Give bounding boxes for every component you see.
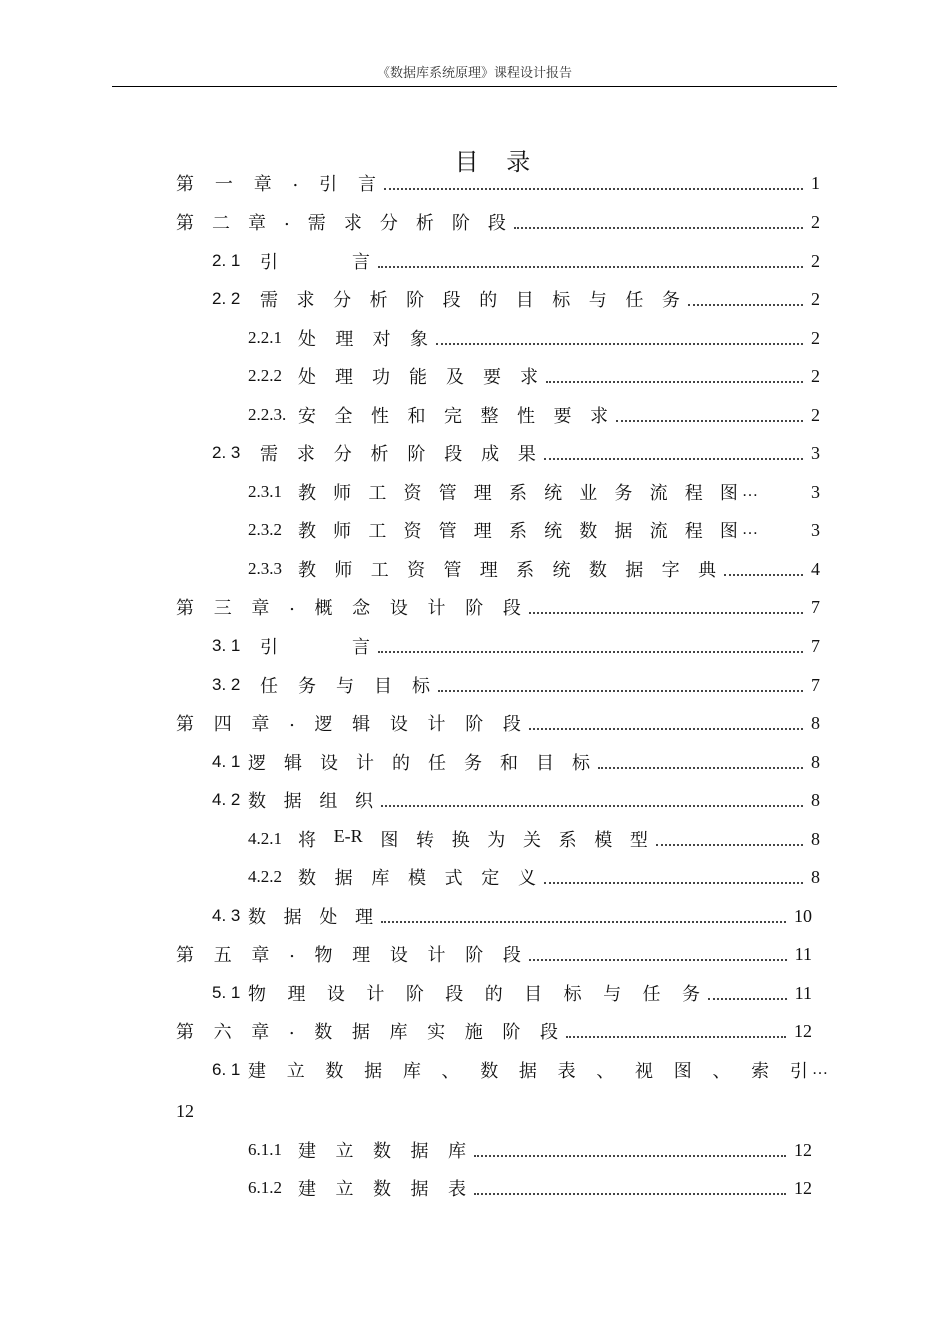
toc-page-number: 8 <box>811 828 820 849</box>
toc-leader-dots <box>544 458 803 460</box>
toc-leader-dots <box>708 998 787 1000</box>
toc-entry-title: 第 五 章 . 物 理 设 计 阶 段 <box>176 941 521 966</box>
toc-entry-title: 将 E-R 图 转 换 为 关 系 模 型 <box>298 826 648 851</box>
toc-entry-number: 4. 3 <box>212 906 241 925</box>
toc-leader-dots <box>688 304 803 306</box>
toc-leader-dots <box>378 266 803 268</box>
toc-page-number: 7 <box>811 674 820 695</box>
toc-entry-title: 需 求 分 析 阶 段 的 目 标 与 任 务 <box>260 290 680 311</box>
toc-leader-dots <box>514 227 803 229</box>
toc-entry[interactable] <box>176 1019 812 1043</box>
toc-entry-number: 4. 1 <box>212 752 241 771</box>
toc-entry[interactable] <box>248 827 820 851</box>
toc-page-number: 2 <box>811 365 820 386</box>
toc-page-number: 2 <box>811 211 820 232</box>
toc-entry[interactable] <box>248 326 820 350</box>
toc-entry-title: 数 据 库 模 式 定 义 <box>298 868 536 889</box>
toc-leader-dots <box>598 767 803 769</box>
toc-entry[interactable] <box>176 595 820 619</box>
toc-page-number: 3 <box>811 442 820 463</box>
toc-entry-number: 6.1.2 <box>248 1178 282 1197</box>
toc-entry-number: 2.2.1 <box>248 328 282 347</box>
toc-title: 目 录 <box>454 148 541 176</box>
toc-leader-dots <box>378 651 803 653</box>
toc-entry-number: 6. 1 <box>212 1060 241 1079</box>
toc-entry[interactable] <box>212 1058 830 1082</box>
toc-entry-title: 需 求 分 析 阶 段 成 果 <box>260 444 536 465</box>
toc-entry-title: 第 一 章 . 引 言 <box>176 170 376 195</box>
toc-entry-title: 处 理 对 象 <box>298 329 428 350</box>
toc-leader-dots <box>529 612 803 614</box>
toc-entry-title: 任 务 与 目 标 <box>260 676 430 697</box>
toc-entry[interactable] <box>176 210 820 234</box>
toc-entry-number: 2. 3 <box>212 443 241 462</box>
toc-entry[interactable] <box>212 441 820 465</box>
toc-page-number: 4 <box>811 558 820 579</box>
toc-entry-number: 4. 2 <box>212 790 241 809</box>
toc-entry[interactable] <box>248 865 820 889</box>
toc-page-number: 8 <box>811 751 820 772</box>
toc-entry-title: 数 据 组 织 <box>248 791 373 812</box>
toc-leader-dots <box>438 690 803 692</box>
toc-page-number: 2 <box>811 250 820 271</box>
toc-entry-title: 建 立 数 据 库 、 数 据 表 、 视 图 、 索 引 <box>248 1061 808 1082</box>
toc-leader-dots <box>381 921 786 923</box>
toc-entry-title: 引 言 <box>260 637 370 658</box>
toc-entry[interactable] <box>248 1138 812 1162</box>
toc-entry-title: 安 全 性 和 完 整 性 要 求 <box>298 406 608 427</box>
toc-entry-title: 数 据 处 理 <box>248 907 373 928</box>
toc-wrapped-page-number: 12 <box>176 1101 194 1121</box>
toc-entry[interactable] <box>212 673 820 697</box>
toc-page-number: 12 <box>794 1139 812 1160</box>
toc-page-number: 8 <box>811 866 820 887</box>
toc-page-number: 8 <box>811 789 820 810</box>
toc-page-number: 1 <box>811 172 820 193</box>
toc-entry-number: 2.2.2 <box>248 366 282 385</box>
toc-entry[interactable] <box>212 249 820 273</box>
toc-entry-number: 4.2.2 <box>248 867 282 886</box>
toc-page-number: 2 <box>811 327 820 348</box>
toc-page-number: 3 <box>811 519 820 540</box>
toc-entry[interactable] <box>248 480 820 504</box>
toc-page-number: 11 <box>794 982 812 1003</box>
toc-leader-dots <box>381 805 803 807</box>
toc-entry[interactable] <box>212 904 812 928</box>
toc-leader-dots <box>544 882 803 884</box>
toc-entry-title: 建 立 数 据 库 <box>298 1141 466 1162</box>
toc-entry-ellipsis: … <box>742 521 760 538</box>
toc-entry[interactable] <box>212 981 812 1005</box>
toc-page-number: 2 <box>811 404 820 425</box>
toc-leader-dots <box>384 188 803 190</box>
toc-entry-title: 教 师 工 资 管 理 系 统 数 据 流 程 图 <box>298 521 738 542</box>
toc-entry-number: 2. 2 <box>212 289 241 308</box>
toc-entry-number: 3. 2 <box>212 675 241 694</box>
toc-entry-number: 3. 1 <box>212 636 241 655</box>
toc-entry[interactable] <box>248 557 820 581</box>
toc-entry-title: 教 师 工 资 管 理 系 统 业 务 流 程 图 <box>298 483 738 504</box>
toc-entry-title: 第 四 章 . 逻 辑 设 计 阶 段 <box>176 710 521 735</box>
toc-entry-title: 第 三 章 . 概 念 设 计 阶 段 <box>176 594 521 619</box>
toc-entry-number: 6.1.1 <box>248 1140 282 1159</box>
toc-page-number: 10 <box>794 905 812 926</box>
toc-entry[interactable] <box>212 788 820 812</box>
toc-entry-title: 处 理 功 能 及 要 求 <box>298 367 538 388</box>
toc-leader-dots <box>616 420 803 422</box>
toc-entry-number: 2.3.2 <box>248 520 282 539</box>
toc-leader-dots <box>724 574 803 576</box>
toc-entry-number: 4.2.1 <box>248 829 282 848</box>
toc-page-number: 3 <box>811 481 820 502</box>
toc-page-number: 8 <box>811 712 820 733</box>
toc-entry-ellipsis: … <box>812 1061 830 1078</box>
toc-leader-dots <box>529 959 787 961</box>
toc-entry[interactable] <box>248 364 820 388</box>
toc-entry[interactable] <box>176 942 812 966</box>
toc-page-number: 7 <box>811 635 820 656</box>
toc-entry[interactable] <box>176 711 820 735</box>
toc-leader-dots <box>566 1036 786 1038</box>
toc-page-number: 12 <box>794 1020 812 1041</box>
toc-entry-title: 第 二 章 . 需 求 分 析 阶 段 <box>176 209 506 234</box>
toc-entry-number: 2. 1 <box>212 251 241 270</box>
toc-entry-title: 第 六 章 . 数 据 库 实 施 阶 段 <box>176 1018 558 1043</box>
toc-entry-title: 建 立 数 据 表 <box>298 1179 466 1200</box>
toc-entry[interactable] <box>212 750 820 774</box>
toc-entry[interactable] <box>248 403 820 427</box>
toc-entry-number: 5. 1 <box>212 983 241 1002</box>
toc-entry-title: 逻 辑 设 计 的 任 务 和 目 标 <box>248 753 590 774</box>
running-header: 《数据库系统原理》课程设计报告 <box>112 66 837 87</box>
toc-entry-title: 引 言 <box>260 252 370 273</box>
toc-page-number: 11 <box>794 943 812 964</box>
toc-leader-dots <box>474 1193 786 1195</box>
toc-leader-dots <box>436 343 803 345</box>
toc-entry[interactable] <box>176 171 820 195</box>
toc-entry-ellipsis: … <box>742 483 760 500</box>
toc-entry[interactable] <box>248 518 820 542</box>
toc-leader-dots <box>546 381 803 383</box>
toc-entry[interactable] <box>248 1176 812 1200</box>
toc-leader-dots <box>656 844 803 846</box>
toc-entry-title: 教 师 工 资 管 理 系 统 数 据 字 典 <box>298 560 716 581</box>
toc-leader-dots <box>474 1155 786 1157</box>
toc-entry-title: 物 理 设 计 阶 段 的 目 标 与 任 务 <box>248 984 700 1005</box>
toc-entry[interactable] <box>212 287 820 311</box>
toc-entry-number: 2.3.1 <box>248 482 282 501</box>
toc-entry-number: 2.3.3 <box>248 559 282 578</box>
toc-page-number: 12 <box>794 1177 812 1198</box>
toc-page-number: 7 <box>811 596 820 617</box>
toc-entry-number: 2.2.3. <box>248 405 287 424</box>
toc-page-number: 2 <box>811 288 820 309</box>
toc-entry[interactable] <box>212 634 820 658</box>
toc-leader-dots <box>529 728 803 730</box>
